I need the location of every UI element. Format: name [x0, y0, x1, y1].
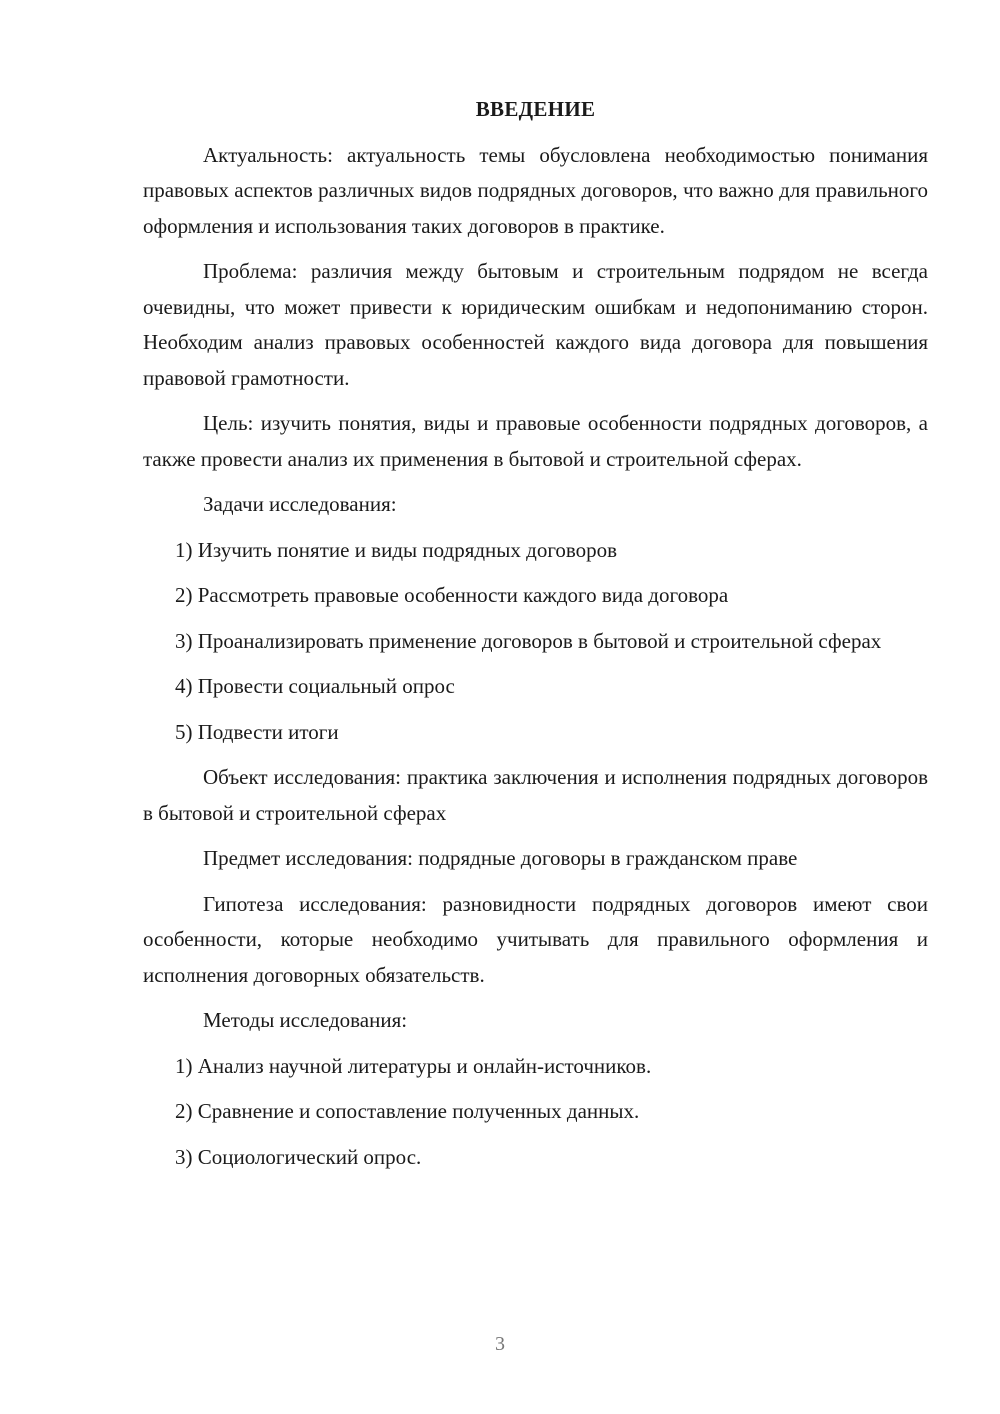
document-page	[143, 92, 928, 1185]
method-item: 2) Сравнение и сопоставление полученных данных.	[175, 1099, 640, 1123]
task-item: 4) Провести социальный опрос	[175, 674, 455, 698]
task-item: 1) Изучить понятие и виды подрядных договоров	[175, 537, 618, 562]
hypothesis-paragraph: Гипотеза исследования: разновидности подрядных договоров имеют свои особенности, которые необходимо учитывать для правильного оформления и исполнения договорных обязательств.	[143, 891, 928, 987]
methods-heading: Методы исследования:	[203, 1008, 408, 1032]
page-number: 3	[495, 1333, 505, 1355]
relevance-paragraph: Актуальность: актуальность темы обусловлена необходимостью понимания правовых аспектов различных видов подрядных договоров, что важно для правильного оформления и использования таких договоров в практике.	[143, 142, 928, 238]
task-item: 5) Подвести итоги	[175, 719, 339, 744]
section-title: ВВЕДЕНИЕ	[475, 97, 596, 121]
task-item: 3) Проанализировать применение договоров в бытовой и строительной сферах	[175, 628, 882, 653]
goal-paragraph: Цель: изучить понятия, виды и правовые особенности подрядных договоров, а также провести анализ их применения в бытовой и строительной сферах.	[143, 411, 928, 471]
task-item: 2) Рассмотреть правовые особенности каждого вида договора	[175, 583, 729, 607]
method-item: 3) Социологический опрос.	[175, 1144, 422, 1169]
subject-paragraph: Предмет исследования: подрядные договоры в гражданском праве	[203, 846, 798, 870]
problem-paragraph: Проблема: различия между бытовым и строительным подрядом не всегда очевидны, что может привести к юридическим ошибкам и недопониманию сторон. Необходим анализ правовых особенностей каждого вида договора для повышения правовой грамотности.	[143, 259, 928, 390]
method-item: 1) Анализ научной литературы и онлайн-источников.	[175, 1053, 652, 1078]
tasks-heading: Задачи исследования:	[203, 492, 397, 516]
object-paragraph: Объект исследования: практика заключения и исполнения подрядных договоров в бытовой и строительной сферах	[143, 765, 928, 825]
